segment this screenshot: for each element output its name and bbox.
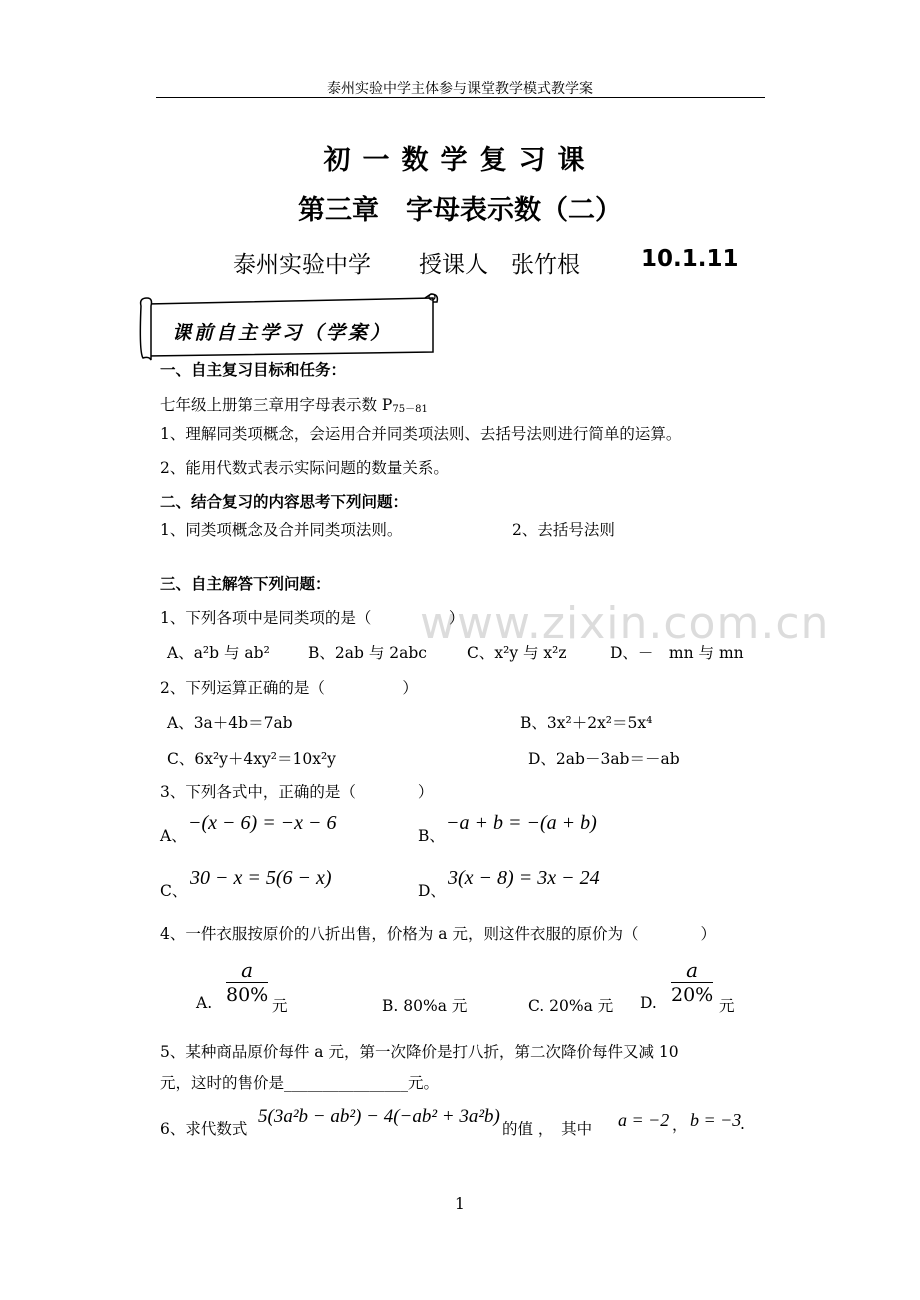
watermark: www.zixin.com.cn bbox=[420, 598, 830, 649]
q1-option-a: A、a²b 与 ab² bbox=[167, 644, 270, 662]
q2-option-d: D、2ab－3ab＝－ab bbox=[528, 750, 680, 768]
q6-expression: 5(3a²b − ab²) − 4(−ab² + 3a²b) bbox=[258, 1106, 500, 1127]
q6-condition-a: a = −2 bbox=[618, 1110, 670, 1130]
q2-stem: 2、下列运算正确的是（ ） bbox=[160, 679, 418, 697]
section1-heading: 一、自主复习目标和任务： bbox=[160, 361, 347, 379]
q4-option-d-label: D. bbox=[640, 994, 657, 1012]
header-divider bbox=[156, 97, 765, 98]
q2-option-c: C、6x²y＋4xy²＝10x²y bbox=[167, 750, 336, 768]
teacher-name: 授课人 张竹根 bbox=[419, 252, 580, 278]
q3-option-a-expr: −(x − 6) = −x − 6 bbox=[188, 812, 337, 834]
q1-stem: 1、下列各项中是同类项的是（ ） bbox=[160, 609, 465, 627]
q1-option-c: C、x²y 与 x²z bbox=[467, 644, 567, 662]
q4-stem: 4、一件衣服按原价的八折出售，价格为 a 元，则这件衣服的原价为（ ） bbox=[160, 925, 716, 943]
q1-option-b: B、2ab 与 2abc bbox=[308, 644, 427, 662]
section2-question-2: 2、去括号法则 bbox=[512, 521, 615, 539]
q5-line-1: 5、某种商品原价每件 a 元，第一次降价是打八折，第二次降价每件又减 10 bbox=[160, 1043, 679, 1061]
q4-option-a-unit: 元 bbox=[272, 997, 288, 1015]
page-number: 1 bbox=[455, 1195, 465, 1213]
q6-separator: ， bbox=[672, 1116, 688, 1134]
q2-option-b: B、3x²＋2x²＝5x⁴ bbox=[520, 714, 653, 732]
q4-option-d-fraction: a 20% bbox=[671, 958, 714, 1006]
school-name: 泰州实验中学 bbox=[233, 252, 371, 278]
q6-suffix: 的值 ， 其中 bbox=[502, 1120, 593, 1138]
q5-line-2: 元，这时的售价是________________元。 bbox=[160, 1074, 440, 1092]
banner-label: 课前自主学习（学案） bbox=[172, 322, 393, 344]
q4-option-a-fraction: a 80% bbox=[226, 958, 269, 1006]
q3-option-b-expr: −a + b = −(a + b) bbox=[446, 812, 597, 834]
q6-end: . bbox=[740, 1115, 745, 1133]
q3-option-a-label: A、 bbox=[160, 827, 187, 845]
q3-stem: 3、下列各式中，正确的是（ ） bbox=[160, 783, 434, 801]
lesson-date: 10.1.11 bbox=[641, 246, 739, 272]
q4-option-b: B. 80%a 元 bbox=[382, 997, 468, 1015]
q3-option-d-expr: 3(x − 8) = 3x − 24 bbox=[448, 867, 600, 889]
q3-option-d-label: D、 bbox=[418, 882, 446, 900]
section1-item-2: 2、能用代数式表示实际问题的数量关系。 bbox=[160, 459, 449, 477]
q4-option-a-label: A. bbox=[196, 994, 213, 1012]
main-title: 初一数学复习课 bbox=[323, 145, 597, 176]
section1-reference: 七年级上册第三章用字母表示数 $P_{75-81}$ bbox=[160, 396, 428, 415]
section1-item-1: 1、理解同类项概念，会运用合并同类项法则、去括号法则进行简单的运算。 bbox=[160, 425, 682, 443]
q4-option-c: C. 20%a 元 bbox=[528, 997, 614, 1015]
q3-option-c-expr: 30 − x = 5(6 − x) bbox=[190, 867, 332, 889]
q4-option-d-unit: 元 bbox=[719, 997, 735, 1015]
section2-question-1: 1、同类项概念及合并同类项法则。 bbox=[160, 521, 403, 539]
section3-heading: 三、自主解答下列问题： bbox=[160, 575, 331, 593]
chapter-title: 第三章 字母表示数（二） bbox=[298, 195, 622, 226]
section2-heading: 二、结合复习的内容思考下列问题： bbox=[160, 493, 409, 511]
q1-option-d: D、－ mn 与 mn bbox=[610, 644, 744, 662]
q3-option-b-label: B、 bbox=[418, 827, 445, 845]
q6-prefix: 6、求代数式 bbox=[160, 1120, 248, 1138]
q2-option-a: A、3a＋4b＝7ab bbox=[167, 714, 293, 732]
q6-condition-b: b = −3 bbox=[690, 1110, 742, 1130]
page-header: 泰州实验中学主体参与课堂教学模式教学案 bbox=[327, 81, 593, 97]
q3-option-c-label: C、 bbox=[160, 882, 188, 900]
